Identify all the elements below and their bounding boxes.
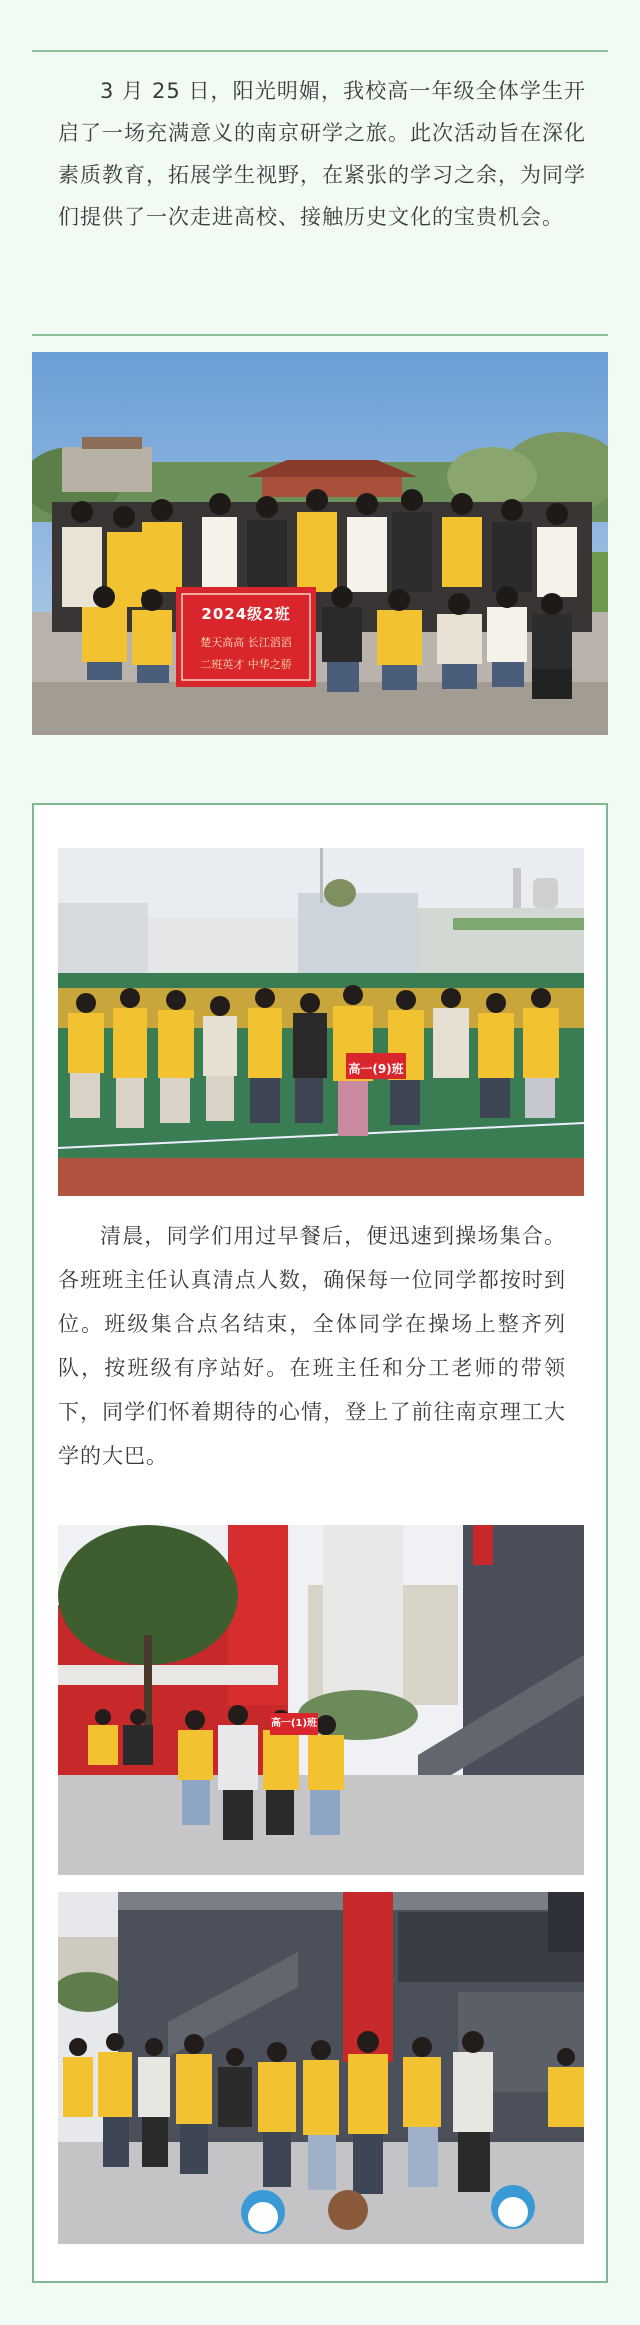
top-divider xyxy=(32,50,608,52)
playground-assembly-photo xyxy=(58,848,584,1196)
class-sign-1: 高一(1)班 xyxy=(270,1718,318,1729)
group-photo-class-2 xyxy=(32,352,608,735)
class-sign-9: 高一(9)班 xyxy=(348,1062,404,1076)
card-text-block xyxy=(58,1214,566,1478)
banner-title: 2024级2班 xyxy=(201,605,291,623)
banner-line-2: 楚天高高 长江滔滔 xyxy=(200,636,292,649)
intro-divider xyxy=(32,334,608,336)
card-paragraph: 清晨，同学们用过早餐后，便迅速到操场集合。各班班主任认真清点人数，确保每一位同学都按时到位。班级集合点名结束，全体同学在操场上整齐列队，按班级有序站好。在班主任和分工老师的带领下，同学们怀着期待的心情，登上了前往南京理工大学的大巴。 xyxy=(58,1224,566,1468)
walking-students-photo xyxy=(58,1525,584,1875)
departing-students-photo xyxy=(58,1892,584,2244)
intro-paragraph: 3 月 25 日，阳光明媚，我校高一年级全体学生开启了一场充满意义的南京研学之旅。此次活动旨在深化素质教育，拓展学生视野，在紧张的学习之余，为同学们提供了一次走进高校、接触历史文化的宝贵机会。 xyxy=(58,79,586,229)
class-banner xyxy=(176,587,316,687)
banner-line-3: 二班英才 中华之骄 xyxy=(200,658,292,671)
intro-text-block xyxy=(58,70,586,238)
